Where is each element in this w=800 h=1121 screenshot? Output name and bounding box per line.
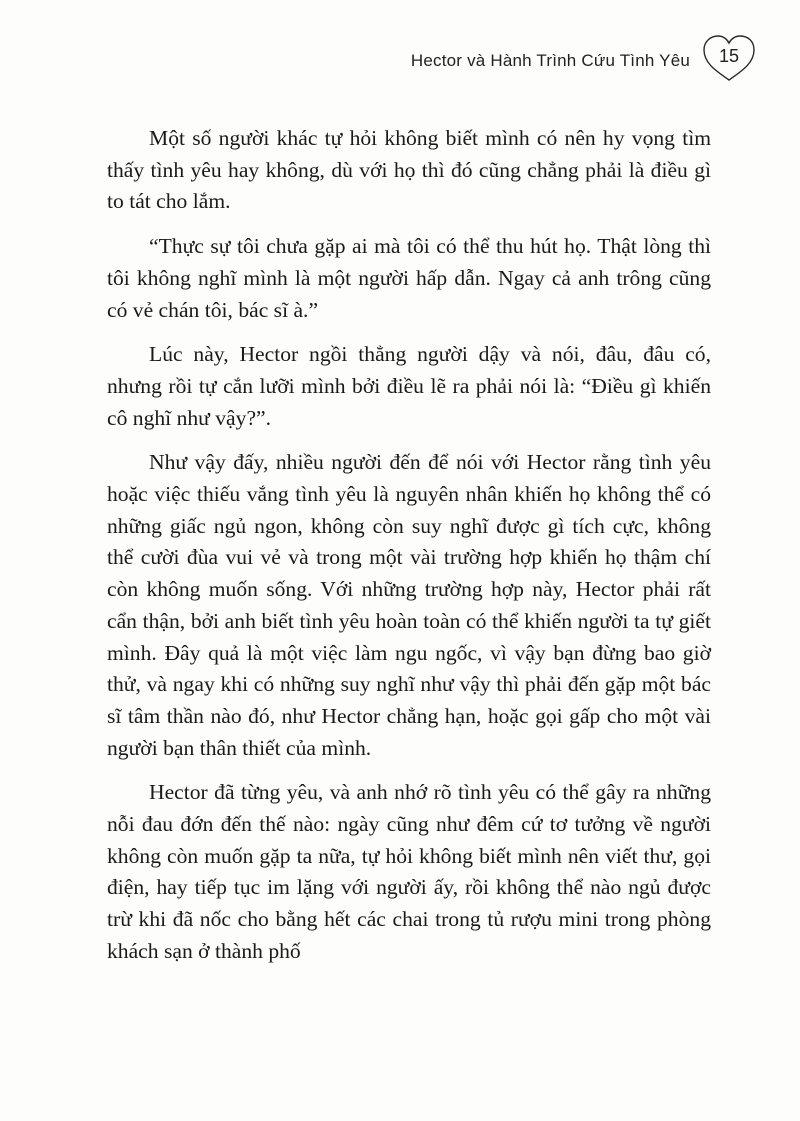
page-number: 15 [718, 46, 740, 66]
paragraph: Như vậy đấy, nhiều người đến để nói với Hector rằng tình yêu hoặc việc thiếu vắng tình yêu là nguyên nhân khiến họ không thể có những giấc ngủ ngon, không còn suy nghĩ được gì tích cực, không thể cười đùa vui vẻ và trong một vài trường hợp khiến họ thậm chí còn không muốn sống. Với những trường hợp này, Hector phải rất cẩn thận, bởi anh biết tình yêu hoàn toàn có thể khiến người ta tự giết mình. Đây quả là một việc làm ngu ngốc, vì vậy bạn đừng bao giờ thử, và ngay khi có những suy nghĩ như vậy thì phải đến gặp một bác sĩ tâm thần nào đó, như Hector chẳng hạn, hoặc gọi gấp cho một vài người bạn thân thiết của mình. [107, 450, 711, 760]
running-title: Hector và Hành Trình Cứu Tình Yêu [410, 51, 690, 70]
page-number-badge [700, 32, 758, 84]
paragraph: Lúc này, Hector ngồi thẳng người dậy và nói, đâu, đâu có, nhưng rồi tự cắn lưỡi mình bởi điều lẽ ra phải nói là: “Điều gì khiến cô nghĩ như vậy?”. [107, 342, 711, 430]
page-header [411, 28, 758, 88]
paragraph: “Thực sự tôi chưa gặp ai mà tôi có thể thu hút họ. Thật lòng thì tôi không nghĩ mình là một người hấp dẫn. Ngay cả anh trông cũng có vẻ chán tôi, bác sĩ à.” [107, 234, 711, 322]
body-text [107, 123, 711, 968]
paragraph: Một số người khác tự hỏi không biết mình có nên hy vọng tìm thấy tình yêu hay không, dù với họ thì đó cũng chẳng phải là điều gì to tát cho lắm. [107, 126, 711, 214]
paragraph: Hector đã từng yêu, và anh nhớ rõ tình yêu có thể gây ra những nỗi đau đớn đến thế nào: ngày cũng như đêm cứ tơ tưởng về người không còn muốn gặp ta nữa, tự hỏi không biết mình nên viết thư, gọi điện, hay tiếp tục im lặng với người ấy, rồi không thể nào ngủ được trừ khi đã nốc cho bằng hết các chai trong tủ rượu mini trong phòng khách sạn ở thành phố [107, 780, 711, 963]
